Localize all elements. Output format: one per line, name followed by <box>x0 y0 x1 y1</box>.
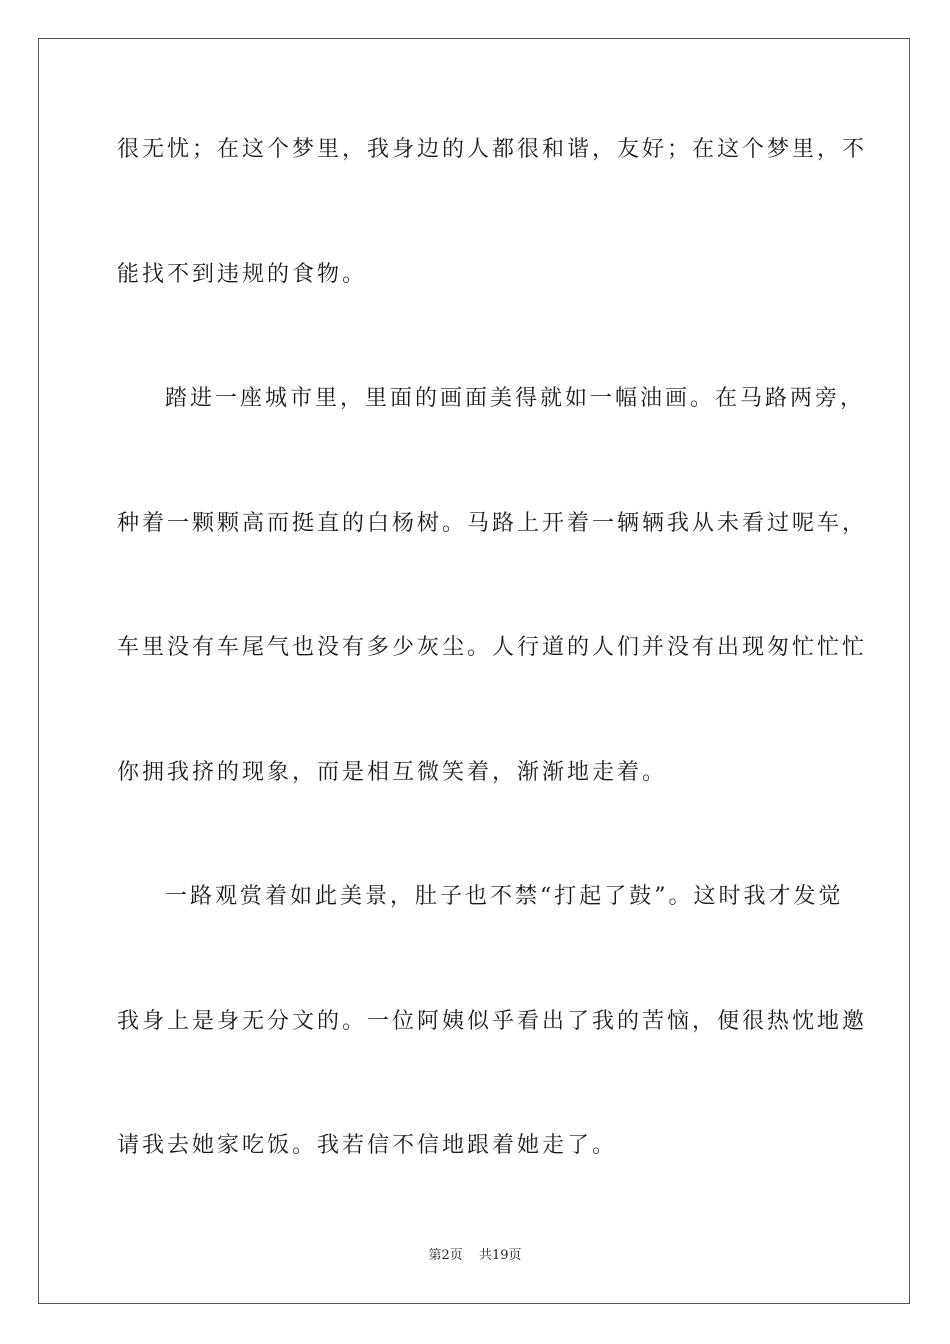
text-line-4: 种着一颗颗高而挺直的白杨树。马路上开着一辆辆我从未看过呢车， <box>117 511 868 536</box>
text-line-2: 能找不到违规的食物。 <box>117 262 368 287</box>
page-border <box>38 38 910 1304</box>
text-line-6: 你拥我挤的现象，而是相互微笑着，渐渐地走着。 <box>117 760 668 785</box>
page-number: 第2页 <box>428 1248 463 1263</box>
text-line-5: 车里没有车尾气也没有多少灰尘。人行道的人们并没有出现匆忙忙忙 <box>117 635 868 660</box>
text-line-9: 请我去她家吃饭。我若信不信地跟着她走了。 <box>117 1133 618 1158</box>
page-total: 共19页 <box>478 1248 522 1263</box>
text-line-3: 踏进一座城市里，里面的画面美得就如一幅油画。在马路两旁， <box>165 386 866 411</box>
text-line-1: 很无忧；在这个梦里，我身边的人都很和谐，友好；在这个梦里，不 <box>117 137 868 162</box>
page-footer <box>0 1247 950 1265</box>
text-line-7: 一路观赏着如此美景，肚子也不禁“打起了鼓”。这时我才发觉 <box>165 884 844 909</box>
text-line-8: 我身上是身无分文的。一位阿姨似乎看出了我的苦恼，便很热忱地邀 <box>117 1009 868 1034</box>
